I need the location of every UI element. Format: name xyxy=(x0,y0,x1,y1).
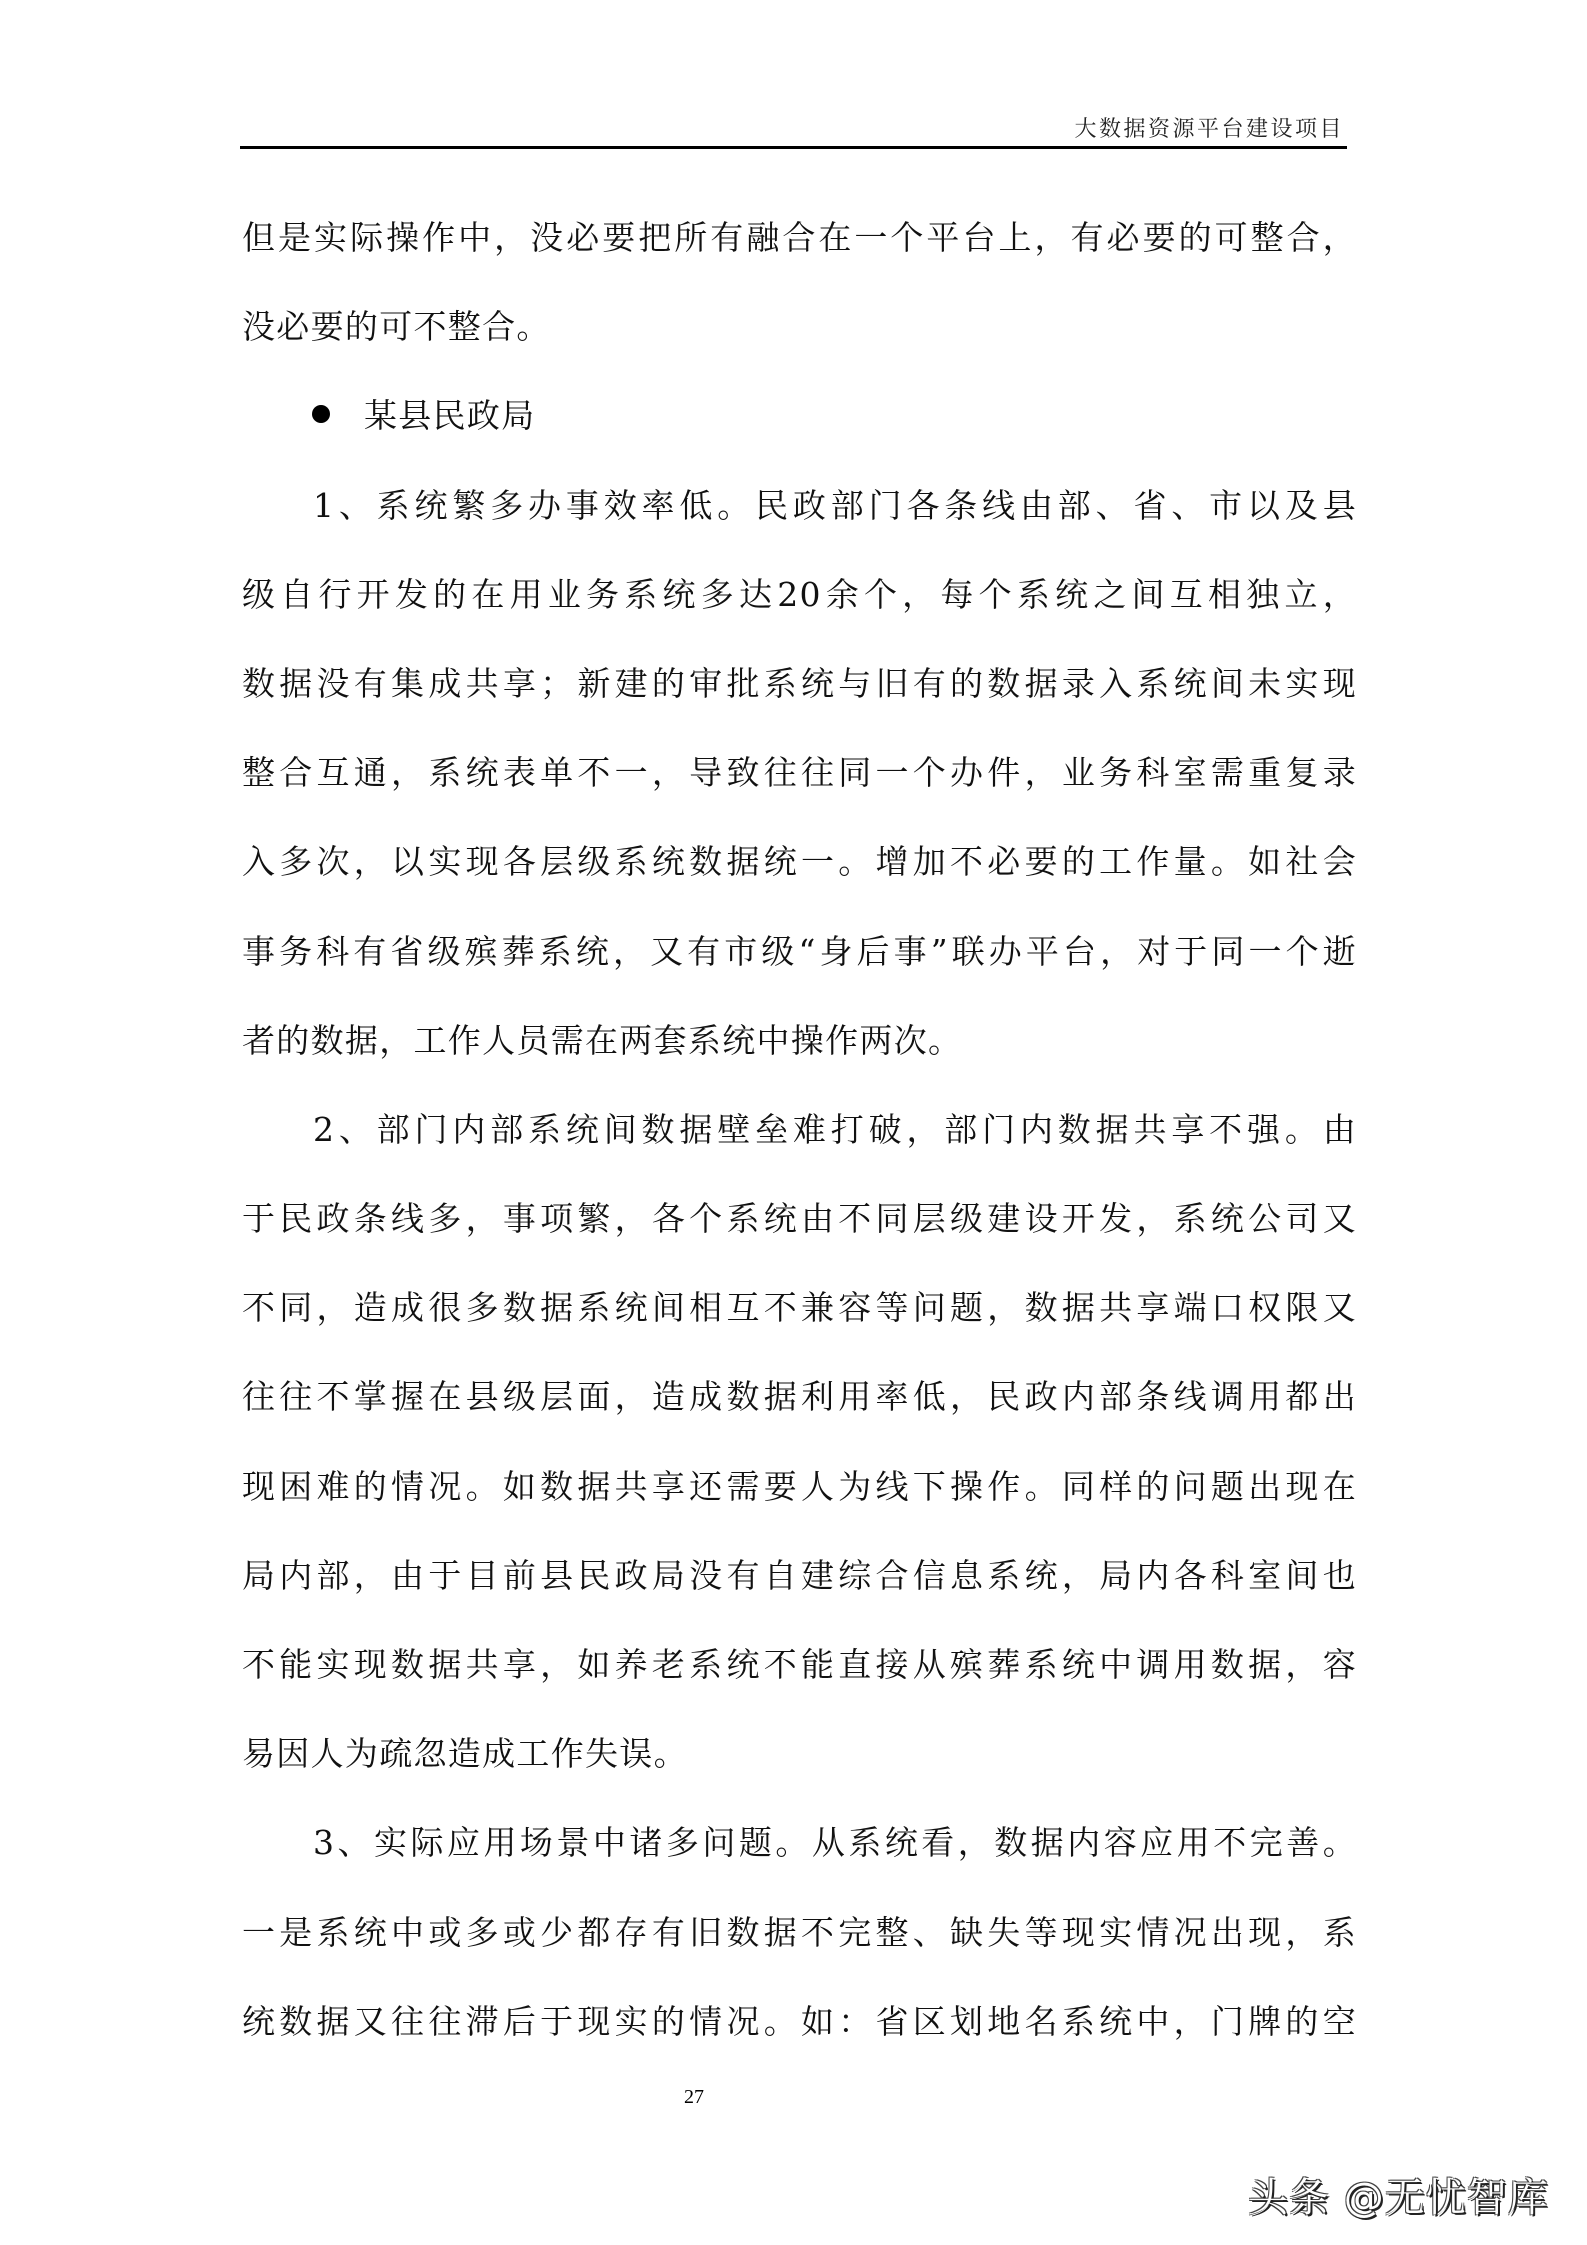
body-line: 统数据又往往滞后于现实的情况。如：省区划地名系统中，门牌的空 xyxy=(242,2001,1357,2041)
paragraph-1 xyxy=(242,482,1357,1106)
paragraph-3 xyxy=(242,1819,1357,2087)
body-line: 3、实际应用场景中诸多问题。从系统看，数据内容应用不完善。 xyxy=(313,1823,1357,1863)
body-line: 局内部，由于目前县民政局没有自建综合信息系统，局内各科室间也 xyxy=(242,1555,1357,1595)
body-line: 2、部门内部系统间数据壁垒难打破，部门内数据共享不强。由 xyxy=(313,1109,1357,1149)
body-line: 入多次，以实现各层级系统数据统一。增加不必要的工作量。如社会 xyxy=(242,842,1357,882)
body-line: 一是系统中或多或少都存有旧数据不完整、缺失等现实情况出现，系 xyxy=(242,1912,1357,1952)
body-line: 不能实现数据共享，如养老系统不能直接从殡葬系统中调用数据，容 xyxy=(242,1645,1357,1684)
paragraph-2 xyxy=(242,1106,1357,1820)
document-body xyxy=(242,214,1357,2087)
bullet-dot-icon xyxy=(312,405,330,423)
body-line: 往往不掌握在县级层面，造成数据利用率低，民政内部条线调用都出 xyxy=(242,1377,1357,1417)
body-line: 于民政条线多，事项繁，各个系统由不同层级建设开发，系统公司又 xyxy=(242,1199,1357,1239)
body-line: 没必要的可不整合。 xyxy=(242,307,551,347)
body-line: 者的数据，工作人员需在两套系统中操作两次。 xyxy=(242,1020,963,1060)
bullet-item xyxy=(242,392,1357,481)
body-line: 级自行开发的在用业务系统多达20余个，每个系统之间互相独立， xyxy=(242,574,1357,614)
running-header-title: 大数据资源平台建设项目 xyxy=(1074,117,1344,142)
body-line: 数据没有集成共享；新建的审批系统与旧有的数据录入系统间未实现 xyxy=(242,663,1357,703)
body-line: 不同，造成很多数据系统间相互不兼容等问题，数据共享端口权限又 xyxy=(242,1288,1357,1328)
body-line: 1、系统繁多办事效率低。民政部门各条线由部、省、市以及县 xyxy=(313,485,1357,525)
body-line: 事务科有省级殡葬系统，又有市级“身后事”联办平台，对于同一个逝 xyxy=(242,931,1357,971)
body-line: 现困难的情况。如数据共享还需要人为线下操作。同样的问题出现在 xyxy=(242,1466,1357,1506)
watermark: 头条 @无忧智库 xyxy=(1248,2175,1549,2221)
body-line: 整合互通，系统表单不一，导致往往同一个办件，业务科室需重复录 xyxy=(242,753,1357,793)
body-line: 易因人为疏忽造成工作失误。 xyxy=(242,1734,688,1774)
page-number: 27 xyxy=(684,2086,704,2108)
bullet-label: 某县民政局 xyxy=(364,396,536,436)
header-divider xyxy=(240,146,1347,149)
body-line: 但是实际操作中，没必要把所有融合在一个平台上，有必要的可整合， xyxy=(242,218,1357,257)
